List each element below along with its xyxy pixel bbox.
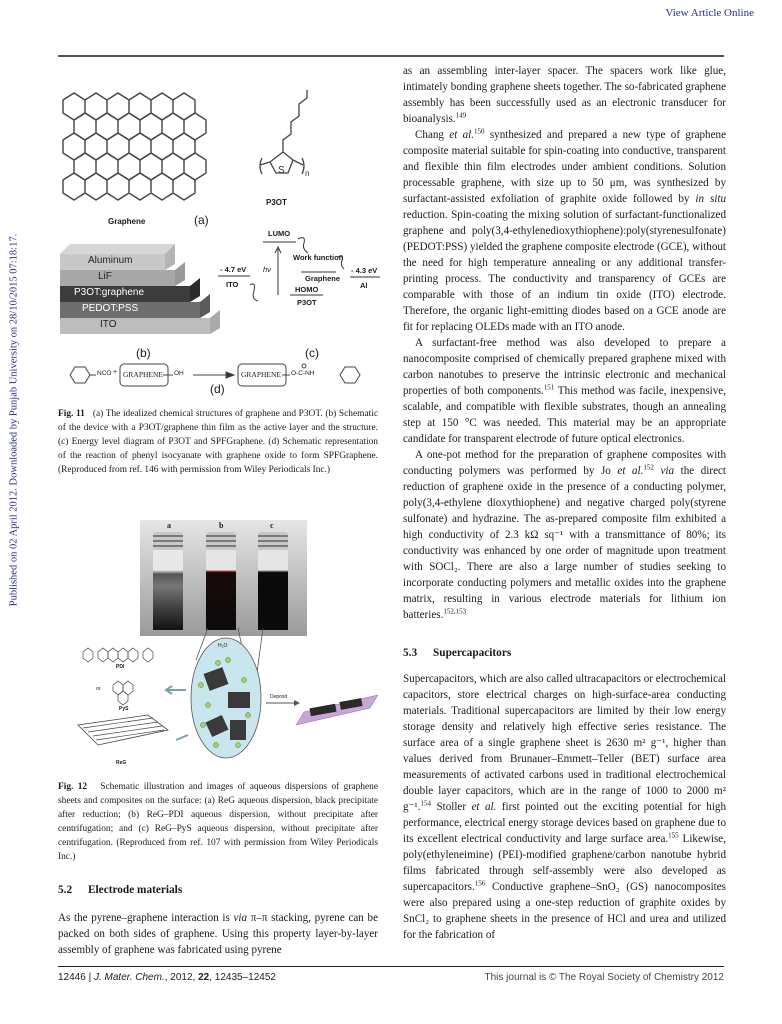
ito-level-label: ITO — [226, 280, 239, 289]
section-5-2 — [58, 882, 378, 958]
panel-c-letter: (c) — [305, 346, 319, 360]
device-stack — [60, 240, 210, 345]
pys-label: PyS — [119, 706, 129, 712]
panel-b-letter: (b) — [136, 346, 151, 360]
paragraph: as an assembling inter-layer spacer. The spacers work like glue, intimately bonding graphene sheets together. The so-fabricated graphene assembly has been successfully used as an electronic transducer for bioanalysis.$^{149}$ — [403, 65, 726, 125]
vial-label-a: a — [167, 521, 171, 530]
graphene-box-product: GRAPHENE — [241, 370, 282, 379]
or-label: or — [96, 686, 101, 692]
layer-ito: ITO — [100, 319, 117, 330]
graphene-lattice-icon — [58, 80, 208, 210]
p3ot-label: P3OT — [266, 198, 287, 207]
volume: 22 — [198, 972, 210, 983]
vial-label-b: b — [219, 521, 224, 530]
paragraph: A surfactant-free method was also developed to prepare a nanocomposite comprised of chemically prepared graphene mixed with carbon nanotubes to preserve the intrinsic electronic and mechanical properties of both components.$^{151}$ This method was facile, inexpensive, scalable, and compatible with flexible substrates, though an annealing step at 150 °C was needed. This material may be an appropriate candidate for transparent electrode of future optical electronics. — [403, 337, 726, 445]
footer-citation: 12446 | J. Mater. Chem., 2012, 22, 12435–12452 — [58, 972, 276, 983]
layer-pedot-pss: PEDOT:PSS — [82, 303, 139, 314]
carbamate-link-label: O-C-NH — [291, 370, 315, 377]
plus-sign: + — [113, 369, 118, 376]
al-label: Al — [360, 281, 368, 290]
lumo-label: LUMO — [268, 229, 291, 238]
paragraph: Supercapacitors, which are also called ultracapacitors or electrochemical capacitors, store electrical charges on high-surface-area conducting materials. Traditional supercapacitors are limited by their low energy storage density and relatively high effective series resistance. The surface area of a single graphene sheet is 2630 m² g⁻¹, higher than values derived from Brunauer–Emmett–Teller (BET) surface area measurements of activated carbons used in traditional electrochemical double layer capacitors, which are in the range of 1000 to 2000 m² g⁻¹.$^{154}$ Stoller et al. first pointed out the exciting potential for high performance, electrical energy storage devices based on graphene due to its excellent electrical conductivity and large surface area.$^{155}$ Likewise, poly(ethyleneimine) (PEI)-modified graphene/carbon nanotube hybrid films fabricated through self-assembly were also developed as supercapacitors.$^{156}$ Conductive graphene–SnO₂ (GS) nanocomposites were also prepared using a one-step reduction of graphite oxides by SnCl₂ to graphene sheets in the presence of HCl and urea and utilized for the fabrication of — [403, 673, 726, 941]
graphene-level-label: Graphene — [305, 274, 341, 283]
reaction-scheme — [68, 360, 368, 400]
nco-label: NCO — [97, 370, 112, 377]
paragraph: As the pyrene–graphene interaction is via π–π stacking, pyrene can be packed on both sides of graphene. Using this property layer-by-layer assembly of graphene was fabricated using pyrene — [58, 912, 378, 956]
figure-12-caption-label: Fig. 12 — [58, 782, 88, 792]
graphene-box-reactant: GRAPHENE — [123, 370, 164, 379]
svg-text:S: S — [278, 165, 285, 176]
panel-d-letter: (d) — [210, 382, 225, 396]
energy-diagram — [218, 225, 388, 345]
vial-label-c: c — [270, 521, 274, 530]
journal-name: J. Mater. Chem. — [93, 972, 165, 983]
layer-lif: LiF — [98, 271, 112, 282]
p3ot-level-label: P3OT — [297, 298, 317, 307]
section-5-3-heading — [403, 645, 726, 661]
work-function-label: Work function — [293, 253, 344, 262]
layer-aluminum: Aluminum — [88, 255, 133, 266]
deposit-label: Deposit — [270, 694, 287, 700]
paragraph: Chang et al.$^{150}$ synthesized and prepared a new type of graphene composite material suitable for spin-coating into conductive, transparent and flexible thin film electrodes under ambient conditions. Solution processable graphene, with size up to 50 μm, was synthesized by surfactant-assisted exfoliation of graphite oxide followed by in situ reduction. Spin-coating the mixing solution of surfactant-functionalized graphene and poly(3,4-ethylenedioxythiophene):poly(styrenesulfonate) (PEDOT:PSS) yielded the graphene composite electrode (GCE), without the need for high temperature annealing or any additional transfer-printing process. The conductivity and transparency of GCEs are comparable with those of an indium tin oxide (ITO) electrode. Therefore, the organic light-emitting diodes based on a GCE anode are fit for replacing OLEDs made with an ITO anode. — [403, 127, 726, 333]
footer-rule — [58, 966, 724, 967]
homo-label: HOMO — [295, 285, 319, 294]
top-rule — [58, 55, 724, 57]
page-number: 12446 — [58, 972, 86, 983]
section-number: 5.3 — [403, 647, 418, 659]
publication-stamp — [6, 160, 22, 680]
section-number: 5.2 — [58, 884, 73, 896]
footer-copyright: This journal is © The Royal Society of Chemistry 2012 — [484, 972, 724, 983]
p3ot-structure-icon — [258, 90, 368, 200]
right-column — [403, 63, 726, 943]
oh-label: OH — [174, 370, 184, 377]
figure-11-caption-label: Fig. 11 — [58, 409, 85, 419]
reg-label: ReG — [116, 760, 127, 766]
paragraph: A one-pot method for the preparation of graphene composites with conducting polymers was performed by Jo et al.$^{152}$ via the direct reduction of graphene oxide in the presence of a conducting polymer, poly(3,4-ethylene dioxythiophene) and negative charged poly(styrene sulfonate) and hydrazine. The as-prepared composite film exhibited a high conductivity of 2.3 kΩ sq⁻¹ with a transmittance of 80%; its conductivity was enhanced by one order of magnitude upon treatment with SOCl₂. There are also a large number of studies seeking to incorporate conducting polymers and metallic oxides into the graphene matrix, resulting in various electrode materials for lithium ion batteries.$^{152,153}$ — [403, 449, 726, 621]
section-title: Supercapacitors — [433, 647, 512, 659]
svg-text:n: n — [305, 169, 310, 178]
view-article-online-link[interactable]: View Article Online — [665, 7, 754, 19]
figure-11-caption — [58, 407, 378, 477]
figure-11 — [58, 60, 388, 400]
figure-11-caption-text: (a) The idealized chemical structures of graphene and P3OT. (b) Schematic of the device with a P3OT/graphene thin film as the active layer and the structure. (c) Energy level diagram of P3OT and SPFGraphene. (d) Schematic representation of the reaction of phenyl isocyanate with graphene oxide to form SPFGraphene. (Reproduced from ref. 146 with permission from Wiley Periodicals Inc.) — [58, 409, 378, 475]
al-level-value: - 4.3 eV — [351, 266, 378, 275]
panel-a-letter: (a) — [194, 213, 209, 227]
figure-12-caption-text: Schematic illustration and images of aqueous dispersions of graphene sheets and composites on the surface: (a) ReG aqueous dispersion, black precipitate after reduction; (b) ReG–PDI aqueous dispersion, without precipitate after centrifugation; and (c) ReG–PyS aqueous dispersion, without precipitate after centrifugation. (Reproduced from ref. 107 with permission from Wiley Periodicals Inc.) — [58, 782, 378, 862]
section-5-2-heading — [58, 882, 378, 898]
hv-label: hν — [263, 265, 271, 274]
graphene-label: Graphene — [108, 217, 146, 226]
layer-p3ot-graphene: P3OT:graphene — [74, 287, 145, 298]
publication-stamp-text: Published on 02 April 2012. Downloaded by Punjab University on 28/10/2015 07:18:17. — [8, 233, 20, 607]
section-title: Electrode materials — [88, 884, 183, 896]
pdi-label: PDI — [116, 664, 125, 670]
figure-12-caption — [58, 780, 378, 864]
water-label: H₂O — [218, 643, 228, 649]
ito-level-value: - 4.7 eV — [220, 265, 247, 274]
figure-12 — [58, 520, 378, 770]
